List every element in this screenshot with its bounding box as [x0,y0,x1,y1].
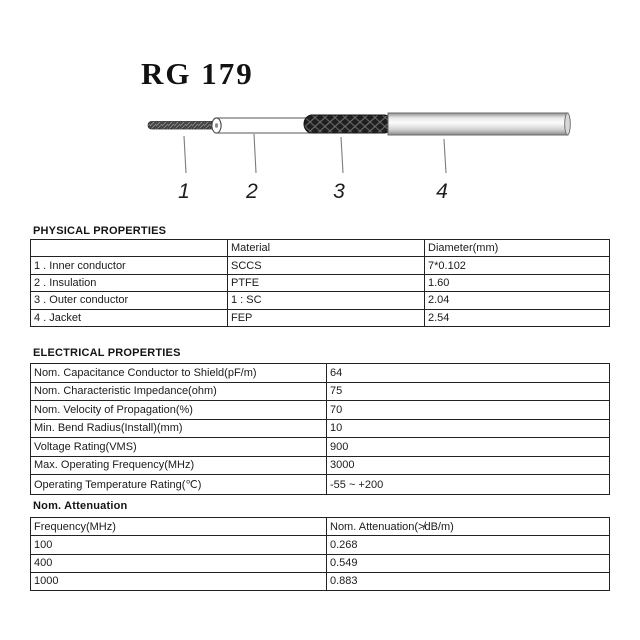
table-row [31,274,610,291]
table-row [31,401,610,420]
electrical-properties-table [30,363,610,495]
page-title: RG 179 [141,56,254,91]
table-row [31,438,610,457]
electrical-properties-heading: ELECTRICAL PROPERTIES [33,347,181,359]
table-header-row [31,240,610,257]
table-cell: -55 ~ +200 [327,475,610,495]
table-cell: Nom. Attenuation(≯dB/m) [327,518,610,536]
table-cell: 7*0.102 [425,257,610,274]
physical-properties-heading: PHYSICAL PROPERTIES [33,225,167,237]
table-row [31,292,610,309]
attenuation-table [30,517,610,591]
table-cell: Nom. Velocity of Propagation(%) [31,401,327,420]
table-cell: Material [228,240,425,257]
table-cell: 1 . Inner conductor [31,257,228,274]
table-cell: 10 [327,419,610,438]
table-row [31,309,610,326]
table-row [31,554,610,572]
table-header-row [31,518,610,536]
table-cell: 3 . Outer conductor [31,292,228,309]
part-label-4: 4 [436,180,448,203]
table-cell: Nom. Capacitance Conductor to Shield(pF/m) [31,364,327,383]
table-cell: 400 [31,554,327,572]
table-row [31,572,610,590]
table-cell: FEP [228,309,425,326]
table-cell: 900 [327,438,610,457]
jacket-end-cap [565,113,571,135]
table-row [31,536,610,554]
table-cell: Diameter(mm) [425,240,610,257]
inner-conductor-graphic [148,122,218,130]
table-row [31,257,610,274]
insulation-center-hole [215,123,218,128]
table-cell: 0.268 [327,536,610,554]
table-row [31,456,610,475]
table-cell: SCCS [228,257,425,274]
jacket-graphic [388,113,568,135]
cable-diagram [0,95,640,207]
table-cell: 2.54 [425,309,610,326]
physical-properties-table [30,239,610,327]
table-cell [31,240,228,257]
leader-lines [184,134,446,173]
table-row [31,419,610,438]
table-cell: Voltage Rating(VMS) [31,438,327,457]
insulation-graphic [216,118,312,133]
part-label-2: 2 [246,180,258,203]
table-cell: Operating Temperature Rating(℃) [31,475,327,495]
table-cell: 3000 [327,456,610,475]
table-cell: 4 . Jacket [31,309,228,326]
table-cell: 1.60 [425,274,610,291]
table-cell: 100 [31,536,327,554]
table-cell: 1 : SC [228,292,425,309]
table-row [31,475,610,495]
table-cell: Frequency(MHz) [31,518,327,536]
attenuation-heading: Nom. Attenuation [33,500,128,512]
table-cell: 0.883 [327,572,610,590]
table-row [31,382,610,401]
table-cell: 75 [327,382,610,401]
table-cell: 70 [327,401,610,420]
table-cell: 1000 [31,572,327,590]
outer-conductor-graphic [304,115,392,133]
part-label-3: 3 [333,180,345,203]
table-row [31,364,610,383]
table-cell: 64 [327,364,610,383]
table-cell: Nom. Characteristic Impedance(ohm) [31,382,327,401]
table-cell: Min. Bend Radius(Install)(mm) [31,419,327,438]
table-cell: Max. Operating Frequency(MHz) [31,456,327,475]
table-cell: 0.549 [327,554,610,572]
table-cell: PTFE [228,274,425,291]
table-cell: 2.04 [425,292,610,309]
table-cell: 2 . Insulation [31,274,228,291]
part-label-1: 1 [178,180,190,203]
